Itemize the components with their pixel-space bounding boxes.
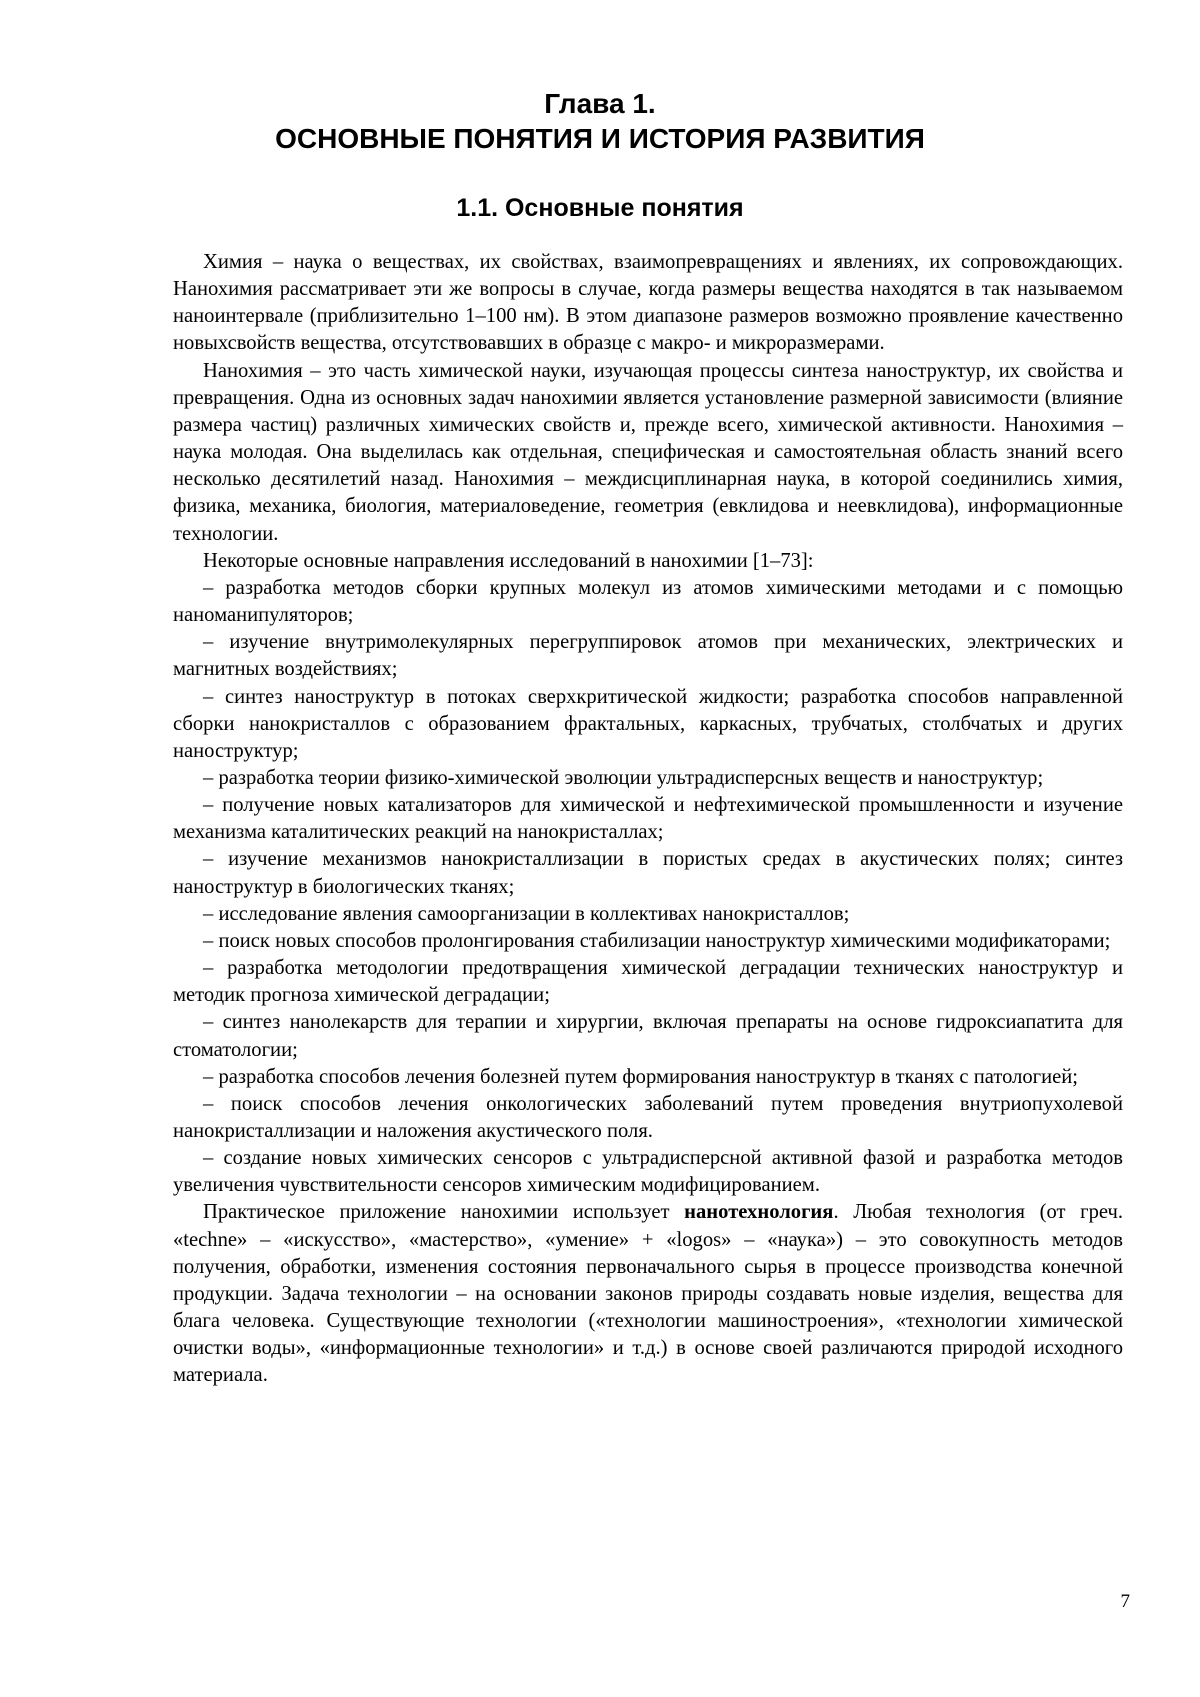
text-run: Практическое приложение нанохимии использует: [203, 1201, 685, 1224]
chapter-number: Глава 1.: [544, 88, 656, 119]
bold-term: нанотехнология: [684, 1201, 834, 1224]
body-text: [173, 249, 1123, 1390]
list-item: – исследование явления самоорганизации в коллективах нанокристаллов;: [203, 902, 850, 925]
list-item: – разработка методов сборки крупных молекул из атомов химическими методами и с помощью наноманипуляторов;: [173, 576, 1123, 627]
paragraph: Нанохимия – это часть химической науки, изучающая процессы синтеза наноструктур, их свойства и превращения. Одна из основных задач нанохимии является установление размерной зависимости (влияние размера частиц) различных химических свойств и, прежде всего, химической активности. Нанохимия – наука молодая. Она выделилась как отдельная, специфическая и самостоятельная область знаний всего несколько десятилетий назад. Нанохимия – междисциплинарная наука, в которой соединились химия, физика, механика, биология, материаловедение, геометрия (евклидова и неевклидова), информационные технологии.: [173, 359, 1123, 545]
chapter-heading: [0, 86, 1200, 156]
list-item: – синтез наноструктур в потоках сверхкритической жидкости; разработка способов направленной сборки нанокристаллов с образованием фрактальных, каркасных, трубчатых, столбчатых и других наноструктур;: [173, 685, 1123, 762]
list-item: – разработка методологии предотвращения химической деградации технических наноструктур и методик прогноза химической деградации;: [173, 957, 1123, 1007]
section-heading: 1.1. Основные понятия: [456, 194, 744, 222]
list-item: – поиск способов лечения онкологических заболеваний путем проведения внутриопухолевой нанокристаллизации и наложения акустического поля.: [173, 1092, 1123, 1142]
list-item: – изучение механизмов нанокристаллизации в пористых средах в акустических полях; синтез наноструктур в биологических тканях;: [173, 848, 1123, 898]
list-item: – разработка теории физико-химической эволюции ультрадисперсных веществ и наноструктур;: [203, 766, 1044, 789]
page-number: 7: [1120, 1591, 1130, 1612]
paragraph: Химия – наука о веществах, их свойствах, взаимопревращениях и явлениях, их сопровождающих. Нанохимия рассматривает эти же вопросы в случае, когда размеры вещества находятся в так называемом наноинтервале (приблизительно 1–100 нм). В этом диапазоне размеров возможно проявление качественно новыхсвойств вещества, отсутствовавших в образце с макро- и микроразмерами.: [173, 251, 1123, 355]
list-item: – изучение внутримолекулярных перегруппировок атомов при механических, электрических и магнитных воздействиях;: [173, 631, 1123, 681]
list-item: – получение новых катализаторов для химической и нефтехимической промышленности и изучение механизма каталитических реакций на нанокристаллах;: [173, 794, 1123, 844]
paragraph: Некоторые основные направления исследований в нанохимии [1–73]:: [203, 549, 814, 572]
text-run: . Любая технология (от греч. «techne» – «искусство», «мастерство», «умение» + «logos» – «наука») – это совокупность методов получения, обработки, изменения состояния первоначального сырья в процессе производства конечной продукции. Задача технологии – на основании законов природы создавать новые изделия, вещества для блага человека. Существующие технологии («технологии машиностроения», «технологии химической очистки воды», «информационные технологии» и т.д.) в основе своей различаются природой исходного материала.: [173, 1201, 1123, 1387]
list-item: – поиск новых способов пролонгирования стабилизации наноструктур химическими модификаторами;: [203, 929, 1111, 952]
paragraph-practical: [173, 1199, 1123, 1389]
list-item: – синтез нанолекарств для терапии и хирургии, включая препараты на основе гидроксиапатита для стоматологии;: [173, 1011, 1123, 1061]
list-item: – разработка способов лечения болезней путем формирования наноструктур в тканях с патологией;: [203, 1065, 1079, 1088]
chapter-title: ОСНОВНЫЕ ПОНЯТИЯ И ИСТОРИЯ РАЗВИТИЯ: [275, 123, 925, 154]
list-item: – создание новых химических сенсоров с ультрадисперсной активной фазой и разработка методов увеличения чувствительности сенсоров химическим модифицированием.: [173, 1147, 1123, 1197]
